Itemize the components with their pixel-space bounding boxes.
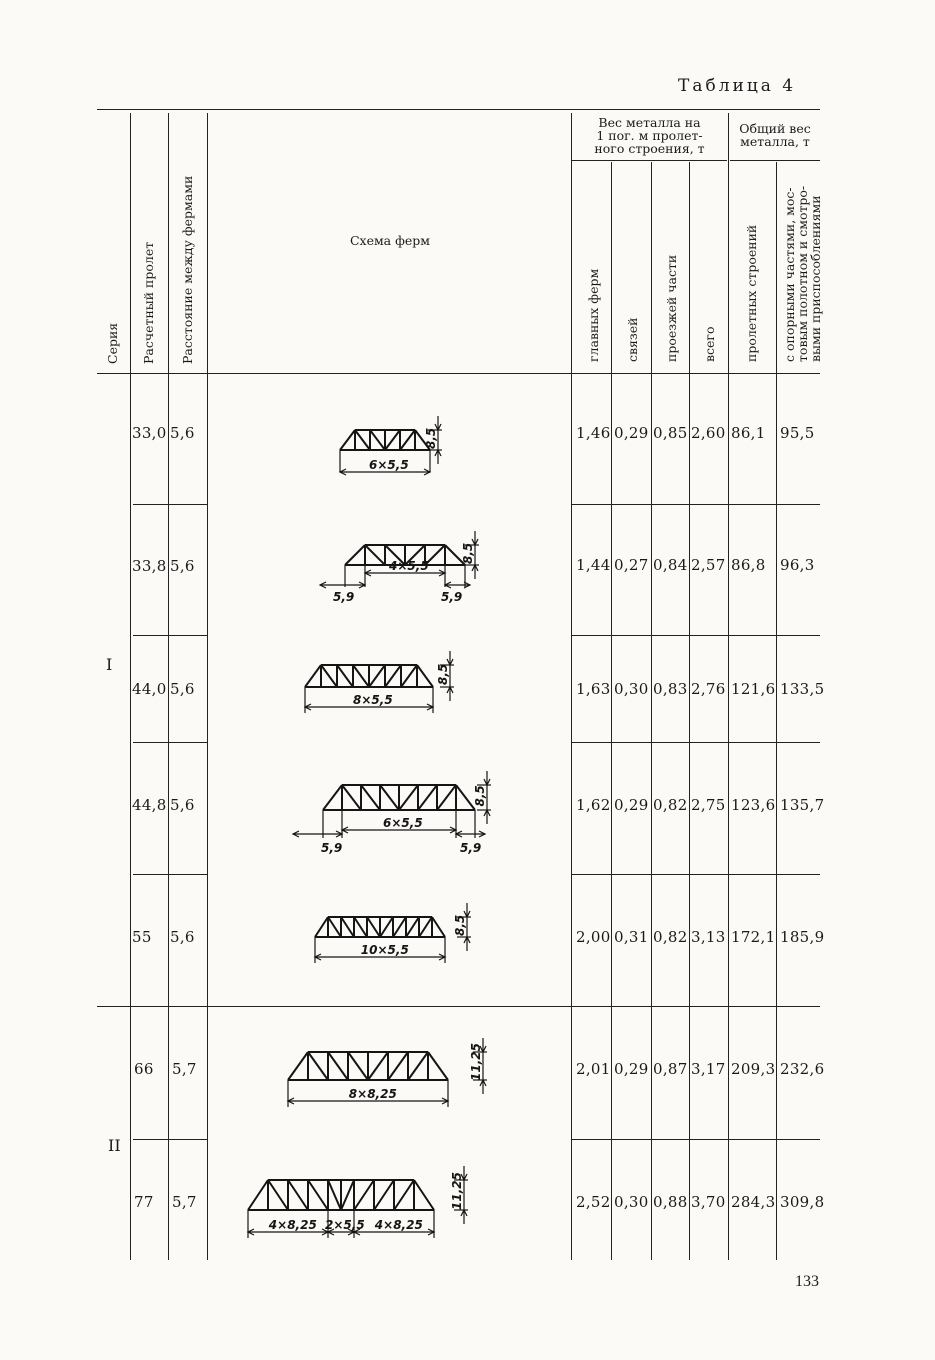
row-divider — [133, 504, 208, 505]
dim-panels: 6×5,5 — [369, 458, 409, 472]
diagonal-member — [418, 785, 437, 810]
cell-total: 2,60 — [691, 424, 726, 442]
diagonal-member — [354, 1180, 374, 1210]
end-diagonal — [340, 430, 355, 450]
diagonal-member — [321, 665, 337, 687]
diagonal-member — [393, 917, 406, 937]
series-label-2: II — [108, 1136, 121, 1155]
table-top-border — [97, 109, 820, 110]
diagonal-member — [385, 430, 400, 450]
cell-span: 33,8 — [132, 557, 167, 575]
cell-span: 33,0 — [132, 424, 167, 442]
row-divider — [133, 1139, 208, 1140]
truss-scheme-4x5.5-with-ends — [315, 525, 475, 610]
header-metal-line-2: 1 пог. м пролет- — [596, 128, 703, 143]
truss-scheme-8x5.5 — [295, 645, 475, 720]
cell-distance: 5,7 — [172, 1193, 197, 1211]
diagonal-member — [374, 1180, 394, 1210]
page-number: 133 — [795, 1273, 819, 1290]
cell-main: 1,44 — [576, 556, 611, 574]
header-total-weight — [730, 122, 820, 148]
dim-height: 8,5 — [436, 663, 450, 685]
cell-span: 66 — [134, 1060, 154, 1078]
cell-distance: 5,7 — [172, 1060, 197, 1078]
cell-bracing: 0,30 — [614, 680, 649, 698]
header-distance: Расстояние между фермами — [180, 175, 195, 364]
header-series: Серия — [105, 322, 120, 364]
cell-full-weight: 135,7 — [780, 796, 825, 814]
cell-deck: 0,87 — [653, 1060, 688, 1078]
table-title: Таблица 4 — [678, 76, 797, 96]
cell-bracing: 0,27 — [614, 556, 649, 574]
row-divider — [133, 874, 208, 875]
dim-panels-mid: 2×5,5 — [325, 1218, 365, 1232]
row-divider — [133, 635, 208, 636]
row-divider — [572, 742, 820, 743]
dim-panels: 8×5,5 — [353, 693, 393, 707]
cell-total: 3,17 — [691, 1060, 726, 1078]
end-diagonal — [323, 785, 342, 810]
header-bracing: связей — [625, 317, 640, 362]
diagonal-member — [399, 785, 418, 810]
cell-total: 2,57 — [691, 556, 726, 574]
diagonal-member — [361, 785, 380, 810]
cell-deck: 0,82 — [653, 928, 688, 946]
diagonal-member — [419, 917, 432, 937]
header-spans: пролетных строений — [744, 224, 759, 362]
diagonal-member — [406, 917, 419, 937]
dim-panels: 8×8,25 — [348, 1087, 397, 1101]
end-diagonal — [305, 665, 321, 687]
diagonal-member — [401, 665, 417, 687]
dim-panels: 6×5,5 — [383, 816, 423, 830]
diagonal-member — [328, 1180, 341, 1210]
col-divider — [207, 113, 208, 1260]
diagonal-member — [370, 430, 385, 450]
cell-full-weight: 185,9 — [780, 928, 825, 946]
cell-spans-weight: 123,6 — [731, 796, 776, 814]
cell-full-weight: 96,3 — [780, 556, 815, 574]
header-total: всего — [702, 326, 717, 362]
col-divider — [611, 162, 612, 1260]
cell-main: 1,62 — [576, 796, 611, 814]
cell-deck: 0,82 — [653, 796, 688, 814]
truss-scheme-8x8.25 — [278, 1025, 498, 1115]
diagonal-member — [408, 1052, 428, 1080]
cell-spans-weight: 172,1 — [731, 928, 776, 946]
header-metal-line-3: ного строения, т — [594, 141, 705, 156]
cell-full-weight: 232,6 — [780, 1060, 825, 1078]
diagonal-member — [385, 665, 401, 687]
diagonal-member — [437, 785, 456, 810]
cell-deck: 0,88 — [653, 1193, 688, 1211]
header-with-parts-line-3: выми приспособлениями — [808, 195, 823, 362]
diagonal-member — [268, 1180, 288, 1210]
diagonal-member — [288, 1180, 308, 1210]
cell-bracing: 0,29 — [614, 1060, 649, 1078]
header-scheme: Схема ферм — [349, 233, 431, 248]
header-with-parts-line-2: товым полотном и смотро- — [795, 185, 810, 362]
diagonal-member — [365, 545, 385, 565]
dim-panels: 4×5,5 — [389, 559, 429, 573]
diagonal-member — [394, 1180, 414, 1210]
header-deck: проезжей части — [664, 254, 679, 362]
truss-scheme-10x5.5 — [305, 895, 490, 970]
cell-bracing: 0,29 — [614, 796, 649, 814]
cell-span: 55 — [132, 928, 152, 946]
dim-right-end-label: 5,9 — [441, 590, 463, 604]
dim-right-end-label: 5,9 — [460, 841, 482, 855]
diagonal-member — [341, 1180, 354, 1210]
cell-span: 44,8 — [132, 796, 167, 814]
truss-scheme-6x5.5 — [325, 410, 455, 480]
cell-deck: 0,85 — [653, 424, 688, 442]
diagonal-member — [348, 1052, 368, 1080]
series-divider — [97, 1006, 820, 1007]
diagonal-member — [369, 665, 385, 687]
end-diagonal — [428, 1052, 448, 1080]
row-divider — [572, 504, 820, 505]
cell-spans-weight: 284,3 — [731, 1193, 776, 1211]
dim-panels-right: 4×8,25 — [374, 1218, 423, 1232]
col-divider — [776, 162, 777, 1260]
end-diagonal — [417, 665, 433, 687]
cell-spans-weight: 86,8 — [731, 556, 766, 574]
cell-distance: 5,6 — [170, 557, 195, 575]
cell-distance: 5,6 — [170, 796, 195, 814]
diagonal-member — [380, 917, 393, 937]
dim-left-end-label: 5,9 — [321, 841, 343, 855]
row-divider — [572, 1139, 820, 1140]
cell-main: 2,52 — [576, 1193, 611, 1211]
cell-total: 2,76 — [691, 680, 726, 698]
dim-panels: 10×5,5 — [360, 943, 409, 957]
header-main-trusses: главных ферм — [586, 268, 601, 362]
dim-height: 11,25 — [450, 1172, 464, 1210]
dim-height: 8,5 — [453, 914, 467, 936]
cell-deck: 0,84 — [653, 556, 688, 574]
dim-height: 8,5 — [424, 427, 438, 449]
sub-header-border-1 — [572, 160, 727, 161]
col-divider — [571, 113, 572, 1260]
truss-scheme-6x5.5-with-ends — [288, 760, 498, 860]
header-span: Расчетный пролет — [141, 241, 156, 364]
diagonal-member — [380, 785, 399, 810]
header-metal-line-1: Вес металла на — [598, 115, 701, 130]
col-divider — [689, 162, 690, 1260]
diagonal-member — [341, 917, 354, 937]
diagonal-member — [328, 1052, 348, 1080]
truss-scheme-composite — [240, 1160, 500, 1245]
header-bottom-border — [97, 373, 820, 374]
cell-total: 2,75 — [691, 796, 726, 814]
cell-spans-weight: 121,6 — [731, 680, 776, 698]
col-divider — [168, 113, 169, 1260]
cell-bracing: 0,31 — [614, 928, 649, 946]
cell-bracing: 0,30 — [614, 1193, 649, 1211]
end-diagonal — [315, 917, 328, 937]
cell-full-weight: 309,8 — [780, 1193, 825, 1211]
dim-height: 11,25 — [469, 1043, 483, 1081]
cell-distance: 5,6 — [170, 680, 195, 698]
cell-spans-weight: 86,1 — [731, 424, 766, 442]
dim-height: 8,5 — [473, 785, 487, 807]
diagonal-member — [388, 1052, 408, 1080]
cell-main: 2,00 — [576, 928, 611, 946]
end-diagonal — [414, 1180, 434, 1210]
cell-main: 2,01 — [576, 1060, 611, 1078]
cell-span: 77 — [134, 1193, 154, 1211]
end-diagonal — [248, 1180, 268, 1210]
dim-height: 8,5 — [461, 542, 475, 564]
cell-main: 1,63 — [576, 680, 611, 698]
diagonal-member — [354, 917, 367, 937]
col-divider — [651, 162, 652, 1260]
diagonal-member — [337, 665, 353, 687]
row-divider — [133, 742, 208, 743]
dim-panels-left: 4×8,25 — [268, 1218, 317, 1232]
header-metal-per-m — [572, 116, 727, 155]
cell-full-weight: 133,5 — [780, 680, 825, 698]
cell-main: 1,46 — [576, 424, 611, 442]
sub-header-border-2 — [730, 160, 820, 161]
diagonal-member — [367, 917, 380, 937]
diagonal-member — [353, 665, 369, 687]
end-diagonal — [345, 545, 365, 565]
cell-bracing: 0,29 — [614, 424, 649, 442]
cell-span: 44,0 — [132, 680, 167, 698]
cell-deck: 0,83 — [653, 680, 688, 698]
header-with-parts — [783, 186, 822, 362]
cell-distance: 5,6 — [170, 928, 195, 946]
dim-left-end-label: 5,9 — [333, 590, 355, 604]
end-diagonal — [288, 1052, 308, 1080]
cell-total: 3,13 — [691, 928, 726, 946]
col-divider — [130, 113, 131, 1260]
header-total-line-1: Общий вес — [739, 121, 811, 136]
cell-total: 3,70 — [691, 1193, 726, 1211]
header-total-line-2: металла, т — [740, 134, 810, 149]
col-divider — [728, 113, 729, 1260]
diagonal-member — [342, 785, 361, 810]
cell-distance: 5,6 — [170, 424, 195, 442]
row-divider — [572, 635, 820, 636]
row-divider — [572, 874, 820, 875]
diagonal-member — [308, 1180, 328, 1210]
diagonal-member — [355, 430, 370, 450]
series-label-1: I — [106, 655, 113, 674]
diagonal-member — [308, 1052, 328, 1080]
diagonal-member — [400, 430, 415, 450]
diagonal-member — [328, 917, 341, 937]
cell-full-weight: 95,5 — [780, 424, 815, 442]
diagonal-member — [368, 1052, 388, 1080]
cell-spans-weight: 209,3 — [731, 1060, 776, 1078]
header-with-parts-line-1: с опорными частями, мос- — [782, 187, 797, 362]
end-diagonal — [432, 917, 445, 937]
